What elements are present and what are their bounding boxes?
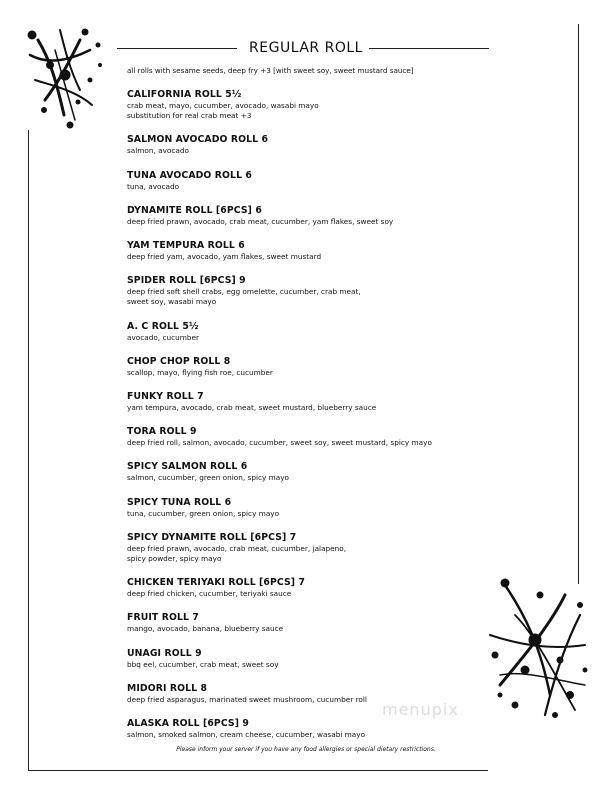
frame-bottom-border	[28, 770, 488, 771]
menu-item	[127, 89, 567, 121]
menu-item-description: yam tempura, avocado, crab meat, sweet mustard, blueberry sauce	[127, 403, 377, 413]
menu-item	[127, 205, 567, 227]
menu-item	[127, 683, 567, 705]
menu-item	[127, 497, 567, 519]
menu-item-name: CHOP CHOP ROLL 8	[127, 355, 231, 367]
menu-item	[127, 356, 567, 378]
menu-item-description: spicy powder, spicy mayo	[127, 554, 222, 564]
menu-item-description: scallop, mayo, flying fish roe, cucumber	[127, 367, 273, 377]
menu-item-name: SPIDER ROLL [6PCS] 9	[127, 275, 246, 287]
menu-item-name: MIDORI ROLL 8	[127, 682, 208, 694]
menu-item-name: YAM TEMPURA ROLL 6	[127, 240, 245, 252]
menu-item-description: deep fried prawn, avocado, crab meat, cucumber, jalapeno,	[127, 543, 347, 553]
menu-item	[127, 718, 567, 740]
menu-item	[127, 426, 567, 448]
menu-item-description: deep fried yam, avocado, yam flakes, sweet mustard	[127, 252, 322, 262]
menu-item-description: crab meat, mayo, cucumber, avocado, wasabi mayo	[127, 101, 319, 110]
menu-item-description: salmon, cucumber, green onion, spicy mayo	[127, 473, 289, 483]
menu-item	[127, 612, 567, 634]
menu-item-name: TORA ROLL 9	[127, 426, 197, 438]
menu-item-name: CHICKEN TERIYAKI ROLL [6PCS] 7	[127, 577, 306, 589]
menu-item-name: ALASKA ROLL [6PCS] 9	[127, 718, 249, 730]
menu-item	[127, 461, 567, 483]
menu-item-name: CALIFORNIA ROLL 5½	[127, 89, 242, 100]
frame-left-border	[28, 130, 29, 770]
menu-item-name: SALMON AVOCADO ROLL 6	[127, 134, 269, 146]
menu-item-name: SPICY TUNA ROLL 6	[127, 496, 232, 508]
menu-item	[127, 532, 567, 564]
menu-item	[127, 134, 567, 156]
menu-item-name: FUNKY ROLL 7	[127, 391, 204, 403]
menu-item-description: tuna, avocado	[127, 181, 180, 191]
menu-item-name: TUNA AVOCADO ROLL 6	[127, 169, 252, 181]
frame-right-border	[578, 24, 579, 584]
menu-item-name: DYNAMITE ROLL [6PCS] 6	[127, 204, 262, 216]
menu-item-description: bbq eel, cucumber, crab meat, sweet soy	[127, 659, 279, 669]
menu-item-name: FRUIT ROLL 7	[127, 612, 199, 624]
ink-splash-top-left	[20, 20, 110, 140]
menu-item-description: deep fried roll, salmon, avocado, cucumber, sweet soy, sweet mustard, spicy mayo	[127, 438, 432, 448]
menu-item	[127, 275, 567, 307]
allergy-notice: Please inform your server if you have any food allergies or special dietary restrictions.	[176, 746, 436, 753]
menu-item-name: A. C ROLL 5½	[127, 320, 199, 332]
menu-item	[127, 648, 567, 670]
menu-item-description: avocado, cucumber	[127, 332, 199, 342]
menu-item	[127, 240, 567, 262]
menu-items	[127, 89, 567, 740]
menu-item	[127, 391, 567, 413]
menu-item-description: mango, avocado, banana, blueberry sauce	[127, 624, 284, 634]
menu-item-name: UNAGI ROLL 9	[127, 647, 202, 659]
menu-item-description: deep fried soft shell crabs, egg omelette, cucumber, crab meat,	[127, 287, 361, 297]
menu-subtitle: all rolls with sesame seeds, deep fry +3 [with sweet soy, sweet mustard sauce]	[127, 66, 414, 75]
menu-item	[127, 170, 567, 192]
menu-item-description: sweet soy, wasabi mayo	[127, 297, 217, 307]
page-title: REGULAR ROLL	[249, 40, 363, 56]
menu-item-description: deep fried prawn, avocado, crab meat, cucumber, yam flakes, sweet soy	[127, 216, 394, 226]
menu-item-name: SPICY DYNAMITE ROLL [6PCS] 7	[127, 531, 297, 543]
menu-item-name: SPICY SALMON ROLL 6	[127, 461, 248, 473]
menu-item-description: substitution for real crab meat +3	[127, 111, 252, 121]
menu-item	[127, 577, 567, 599]
menu-item-description: deep fried asparagus, marinated sweet mushroom, cucumber roll	[127, 694, 367, 704]
menu-item	[127, 321, 567, 343]
menu-item-description: salmon, smoked salmon, cream cheese, cucumber, wasabi mayo	[127, 730, 366, 740]
watermark: menupix	[382, 700, 459, 719]
menu-item-description: tuna, cucumber, green onion, spicy mayo	[127, 508, 280, 518]
menu-item-description: salmon, avocado	[127, 146, 189, 156]
menu-item-description: deep fried chicken, cucumber, teriyaki sauce	[127, 589, 292, 599]
